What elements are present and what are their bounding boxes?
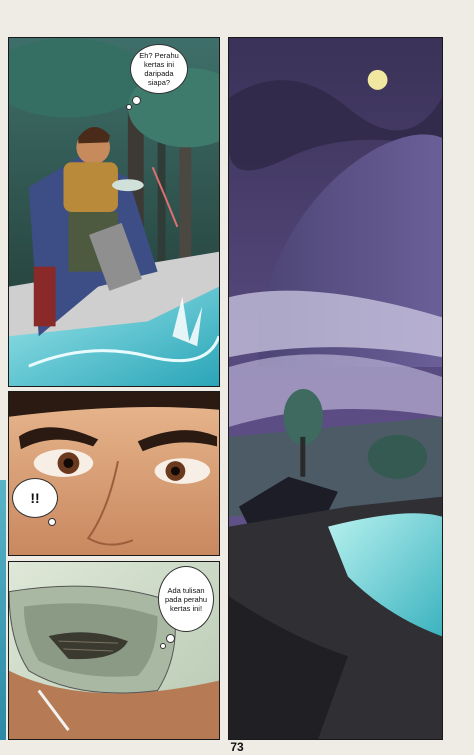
eyes-closeup-art [9, 392, 219, 555]
panel-surprised-eyes [8, 391, 220, 556]
moon [368, 70, 388, 90]
thought-dot [48, 518, 56, 526]
thought-dot [166, 634, 175, 643]
thought-dot [126, 104, 132, 110]
page-edge-strip [0, 480, 6, 740]
night-landscape-art [229, 38, 442, 739]
warrior-stream-art [9, 38, 219, 386]
page-number: 73 [230, 740, 244, 754]
thought-dot [132, 96, 141, 105]
surprise-bubble: !! [12, 478, 58, 518]
thought-dot [160, 643, 166, 649]
warrior-thought-bubble: Eh? Perahu kertas ini daripada siapa? [130, 44, 188, 94]
panel-night-landscape [228, 37, 443, 740]
panel-warrior-stream [8, 37, 220, 387]
paper-boat-thought-bubble: Ada tulisan pada perahu kertas ini! [158, 566, 214, 632]
